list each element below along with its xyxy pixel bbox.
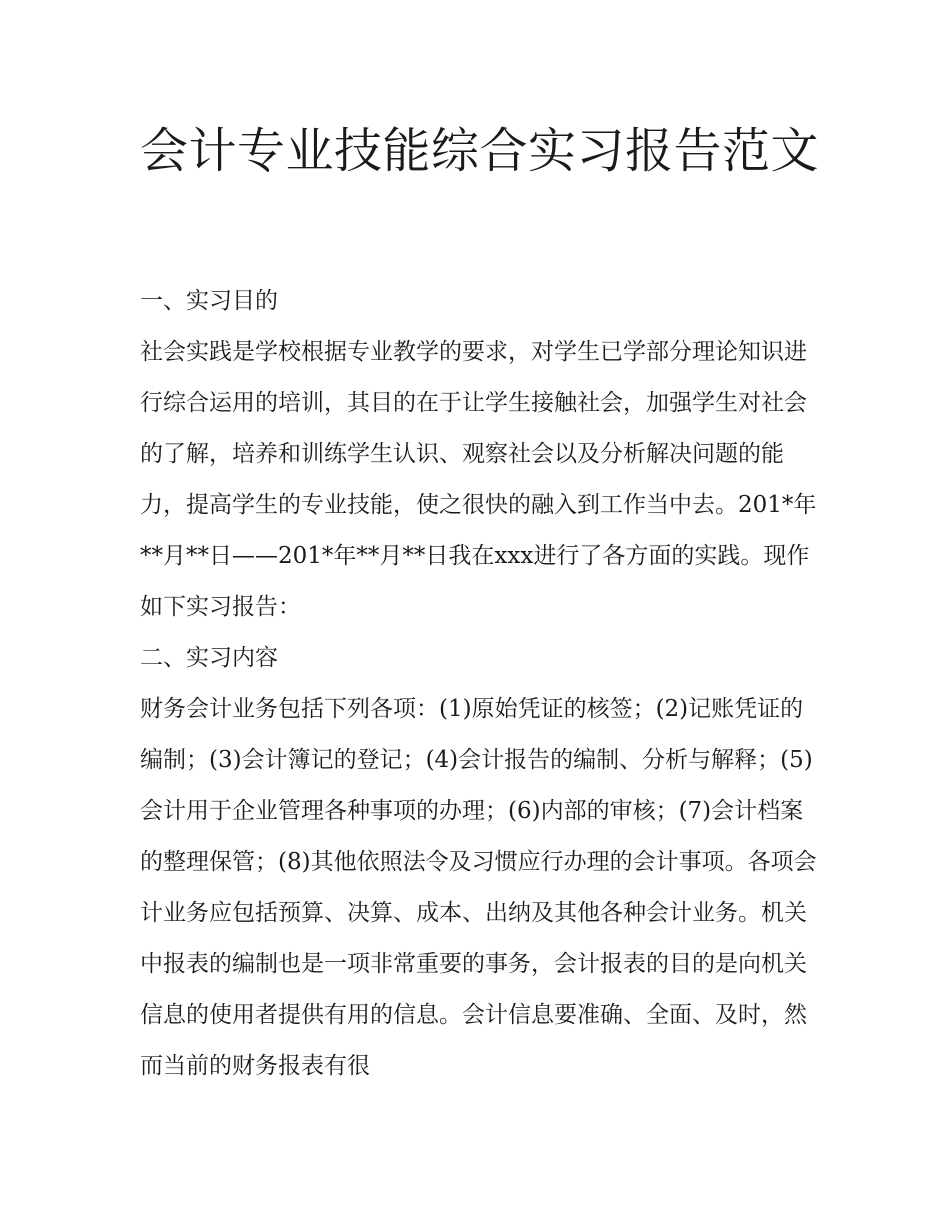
- document-body: [140, 276, 820, 1092]
- document-title: 会计专业技能综合实习报告范文: [140, 123, 820, 179]
- section-heading-content: 二、实习内容: [140, 645, 278, 671]
- section-paragraph-purpose: 社会实践是学校根据专业教学的要求，对学生已学部分理论知识进行综合运用的培训，其目的在于让学生接触社会，加强学生对社会的了解，培养和训练学生认识、观察社会以及分析解决问题的能力，提高学生的专业技能，使之很快的融入到工作当中去。201*年**月**日——201*年**月**日我在xxx进行了各方面的实践。现作如下实习报告：: [140, 339, 817, 620]
- section-paragraph-content: 财务会计业务包括下列各项：(1)原始凭证的核签；(2)记账凭证的编制；(3)会计簿记的登记；(4)会计报告的编制、分析与解释；(5)会计用于企业管理各种事项的办理；(6)内部的审核；(7)会计档案的整理保管；(8)其他依照法令及习惯应行办理的会计事项。各项会计业务应包括预算、决算、成本、出纳及其他各种会计业务。机关中报表的编制也是一项非常重要的事务，会计报表的目的是向机关信息的使用者提供有用的信息。会计信息要准确、全面、及时，然而当前的财务报表有很: [140, 696, 817, 1079]
- section-heading-purpose: 一、实习目的: [140, 288, 278, 314]
